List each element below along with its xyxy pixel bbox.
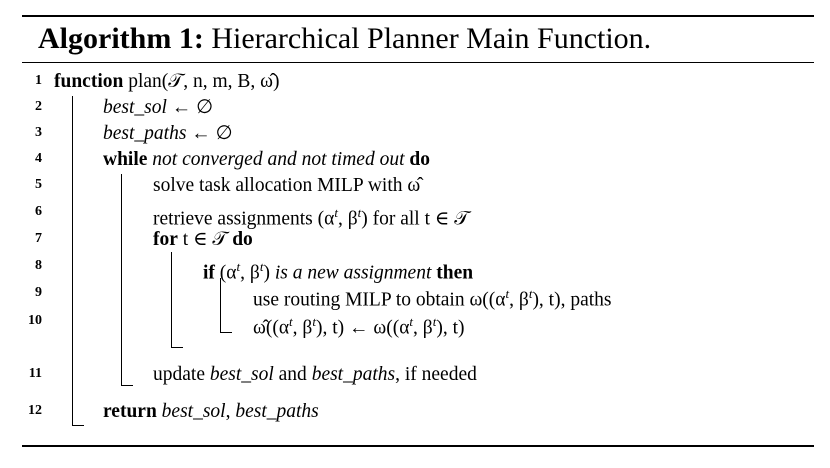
keyword: if bbox=[203, 262, 215, 284]
code-token: plan(𝒯, n, m, B, ω̂) bbox=[123, 71, 280, 92]
keyword: function bbox=[54, 71, 124, 92]
code-token: , β bbox=[292, 317, 313, 339]
code-line bbox=[153, 228, 253, 252]
algorithm-label: Algorithm 1: bbox=[38, 22, 204, 55]
code-token: best_sol bbox=[103, 97, 167, 118]
code-line bbox=[253, 310, 465, 341]
code-token: , β bbox=[240, 262, 260, 284]
code-token: use routing MILP to obtain ω((α bbox=[253, 289, 506, 311]
keyword: do bbox=[232, 229, 253, 250]
code-line bbox=[203, 255, 473, 286]
code-token: not converged and not timed out bbox=[147, 149, 410, 170]
code-token: ), t) bbox=[436, 317, 465, 339]
code-line bbox=[54, 70, 280, 94]
line-number: 7 bbox=[35, 231, 42, 246]
keyword: then bbox=[436, 262, 474, 284]
keyword: while bbox=[103, 149, 148, 170]
code-line bbox=[253, 282, 612, 313]
code-line bbox=[153, 174, 420, 198]
while-block-end bbox=[121, 385, 133, 386]
code-token: t bbox=[289, 314, 293, 329]
for-block-end bbox=[171, 347, 183, 348]
line-number: 4 bbox=[35, 151, 42, 166]
function-block-bar bbox=[72, 96, 73, 426]
line-number: 9 bbox=[35, 285, 42, 300]
code-line bbox=[153, 363, 477, 387]
code-token: ← ∅ bbox=[186, 123, 233, 144]
code-token: t bbox=[236, 259, 241, 274]
code-token: ), t), paths bbox=[532, 289, 612, 311]
code-token: retrieve assignments (α bbox=[153, 208, 335, 230]
code-token: t bbox=[505, 286, 510, 301]
line-number: 8 bbox=[35, 258, 42, 273]
code-line bbox=[103, 96, 213, 120]
keyword: return bbox=[103, 401, 157, 422]
code-token: t bbox=[259, 259, 264, 274]
if-block-end bbox=[220, 332, 232, 333]
code-token: (α bbox=[214, 262, 237, 284]
title-rule bbox=[22, 62, 814, 63]
code-token: t bbox=[409, 314, 414, 329]
code-token: and bbox=[273, 364, 312, 385]
code-token: update bbox=[153, 364, 210, 385]
code-token: , bbox=[225, 401, 236, 422]
while-block-bar bbox=[121, 174, 122, 386]
for-block-bar bbox=[171, 252, 172, 348]
line-number: 1 bbox=[35, 73, 42, 88]
keyword: do bbox=[409, 149, 430, 170]
code-token: ) bbox=[263, 262, 275, 284]
line-number: 2 bbox=[35, 99, 42, 114]
algorithm-title bbox=[38, 21, 651, 57]
function-block-end bbox=[72, 425, 84, 426]
code-token: t bbox=[312, 314, 316, 329]
line-number: 12 bbox=[28, 403, 42, 418]
code-token: , if needed bbox=[395, 364, 477, 385]
code-line bbox=[103, 122, 233, 146]
keyword: for bbox=[153, 229, 178, 250]
code-token: , β bbox=[413, 317, 433, 339]
code-token: ← ∅ bbox=[166, 97, 214, 118]
code-token: t bbox=[334, 205, 338, 220]
code-token: best_sol bbox=[161, 401, 226, 422]
code-token: t ∈ 𝒯 bbox=[177, 229, 233, 250]
code-token: ω̂((α bbox=[253, 317, 290, 339]
code-token: is a new assignment bbox=[274, 262, 437, 284]
bottom-rule bbox=[22, 445, 814, 447]
code-token: t bbox=[528, 286, 533, 301]
code-token: , β bbox=[509, 289, 529, 311]
line-number: 11 bbox=[28, 366, 42, 381]
code-line bbox=[103, 400, 319, 424]
top-rule bbox=[22, 15, 814, 17]
algorithm-caption: Hierarchical Planner Main Function. bbox=[211, 22, 652, 55]
code-token: solve task allocation MILP with ω̂ bbox=[153, 175, 421, 196]
if-block-bar bbox=[220, 278, 221, 333]
code-token: ) for all t ∈ 𝒯 bbox=[361, 208, 470, 230]
line-number: 6 bbox=[35, 204, 42, 219]
line-number: 3 bbox=[35, 125, 42, 140]
code-token: best_paths bbox=[103, 123, 187, 144]
code-token: best_paths bbox=[235, 401, 319, 422]
line-number: 10 bbox=[28, 313, 42, 328]
code-token: t bbox=[432, 314, 437, 329]
code-token: ), t) ← ω((α bbox=[315, 317, 410, 339]
code-line bbox=[153, 201, 469, 232]
code-line bbox=[103, 148, 430, 172]
line-number: 5 bbox=[35, 177, 42, 192]
code-token: , β bbox=[337, 208, 358, 230]
code-token: best_paths bbox=[311, 364, 396, 385]
code-token: t bbox=[357, 205, 362, 220]
code-token: best_sol bbox=[209, 364, 274, 385]
